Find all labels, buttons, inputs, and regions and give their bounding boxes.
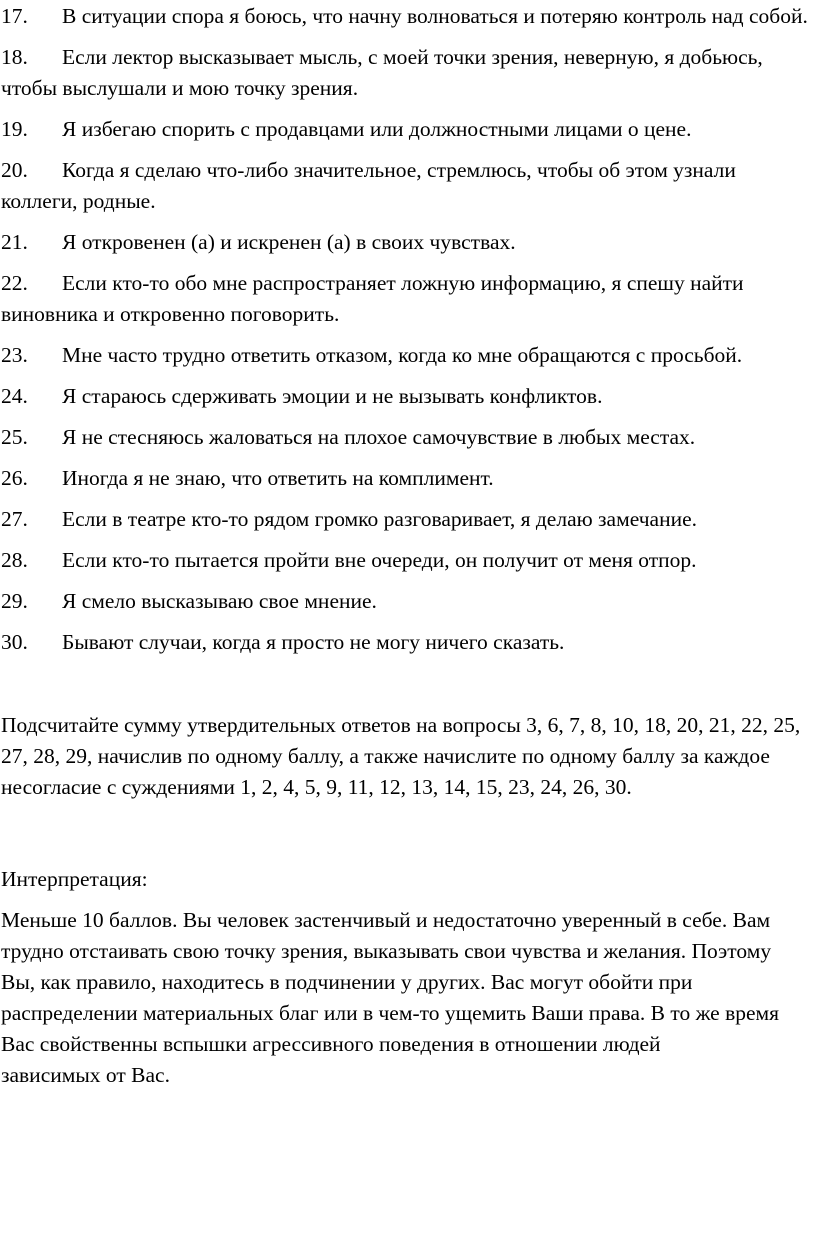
list-item [1,227,808,258]
list-item [1,586,808,617]
item-number: 21. [1,230,28,254]
item-text: Если в театре кто-то рядом громко разговаривает, я делаю замечание. [62,507,697,531]
interpretation-tail-text: зависимых от Вас. [1,1063,170,1087]
item-text: Я смело высказываю свое мнение. [62,589,377,613]
item-number: 25. [1,425,28,449]
item-number: 27. [1,507,28,531]
item-number: 30. [1,630,28,654]
item-number: 26. [1,466,28,490]
item-number: 23. [1,343,28,367]
item-text: Если кто-то пытается пройти вне очереди, он получит от меня отпор. [62,548,697,572]
item-number: 24. [1,384,28,408]
list-item [1,504,808,535]
item-number: 28. [1,548,28,572]
list-item [1,340,808,371]
item-text: В ситуации спора я боюсь, что начну волноваться и потеряю контроль над собой. [62,4,808,28]
item-text: Иногда я не знаю, что ответить на комплимент. [62,466,494,490]
item-number: 20. [1,158,28,182]
interpretation-main-text: Меньше 10 баллов. Вы человек застенчивый и недостаточно уверенный в себе. Вам трудно отстаивать свою точку зрения, выказывать свои чувства и желания. Поэтому Вы, как правило, находитесь в подчинении у других. Вас могут обойти при распределении материальных благ или в чем-то ущемить Ваши права. В то же время Вас свойственны вспышки агрессивного поведения в отношении людей [1,908,780,1056]
list-item [1,268,808,330]
list-item [1,627,808,658]
item-text: Я откровенен (а) и искренен (а) в своих чувствах. [62,230,516,254]
item-text: Я избегаю спорить с продавцами или должностными лицами о цене. [62,117,692,141]
item-number: 17. [1,4,28,28]
interpretation-heading: Интерпретация: [1,867,148,891]
item-text: Когда я сделаю что-либо значительное, стремлюсь, чтобы об этом узнали коллеги, родные. [1,158,736,213]
item-number: 18. [1,45,28,69]
blank-line [1,668,808,710]
list-item [1,155,808,217]
blank-line [1,813,808,864]
list-item [1,545,808,576]
list-item [1,381,808,412]
item-text: Если кто-то обо мне распространяет ложную информацию, я спешу найти виновника и откровенно поговорить. [1,271,744,326]
item-text: Я не стесняюсь жаловаться на плохое самочувствие в любых местах. [62,425,696,449]
list-item [1,422,808,453]
item-text: Я стараюсь сдерживать эмоции и не вызывать конфликтов. [62,384,603,408]
question-list [1,1,808,658]
item-text: Бывают случаи, когда я просто не могу ничего сказать. [62,630,565,654]
list-item [1,42,808,104]
list-item [1,1,808,32]
item-number: 19. [1,117,28,141]
interpretation-paragraph [1,905,808,1091]
scoring-instructions: Подсчитайте сумму утвердительных ответов на вопросы 3, 6, 7, 8, 10, 18, 20, 21, 22, 25, 27, 28, 29, начислив по одному баллу, а также начислите по одному баллу за каждое несогласие с суждениями 1, 2, 4, 5, 9, 11, 12, 13, 14, 15, 23, 24, 26, 30. [1,713,801,799]
list-item [1,114,808,145]
item-number: 29. [1,589,28,613]
list-item [1,463,808,494]
item-number: 22. [1,271,28,295]
item-text: Если лектор высказывает мысль, с моей точки зрения, неверную, я добьюсь, чтобы выслушали и мою точку зрения. [1,45,763,100]
item-text: Мне часто трудно ответить отказом, когда ко мне обращаются с просьбой. [62,343,743,367]
